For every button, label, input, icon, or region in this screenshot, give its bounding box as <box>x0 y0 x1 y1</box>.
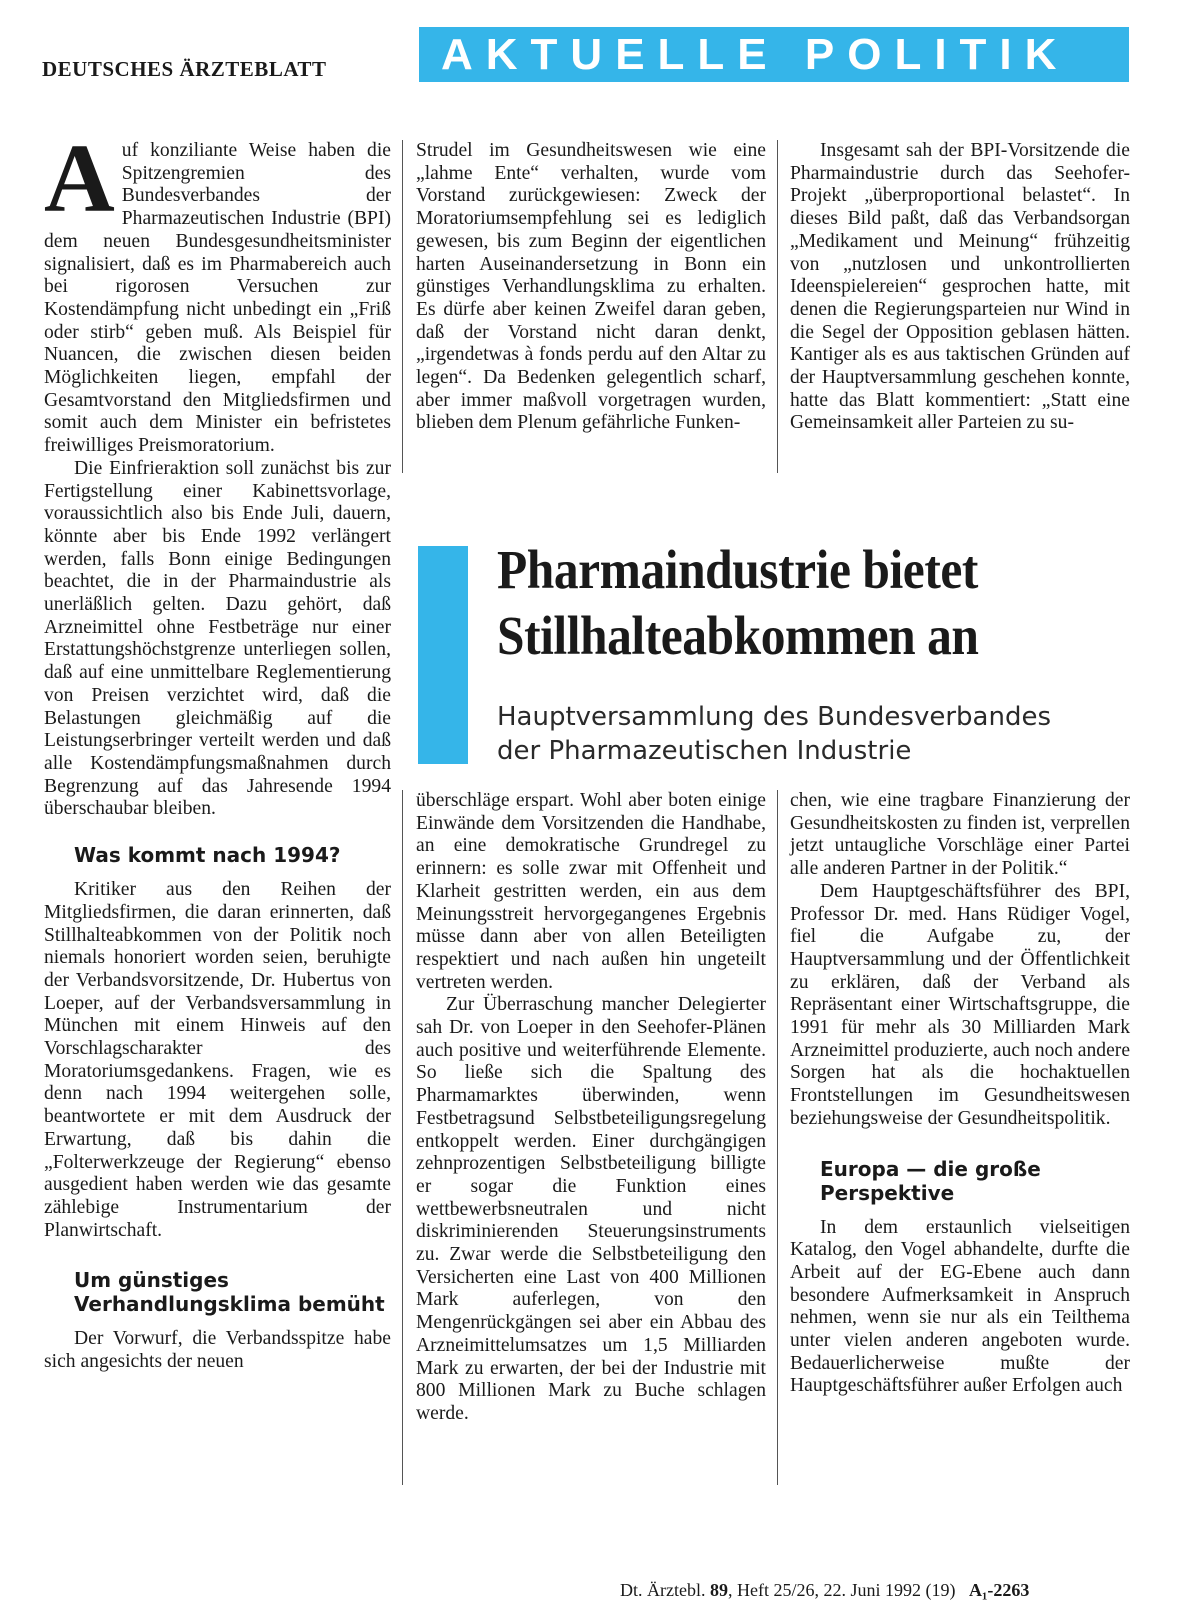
column-rule <box>777 140 778 473</box>
paragraph: überschläge erspart. Wohl aber boten einige Einwände dem Vorsitzenden die Handhabe, an eine demokratische Grundregel zu erinnern: es solle zwar mit Offenheit und Klarheit gestritten werden, ein aus dem Meinungsstreit hervorgegangenes Ergebnis müsse dann aber von allen Beteiligten respektiert und nach außen hin ungeteilt vertreten werden. <box>416 790 766 993</box>
paragraph: Die Einfrieraktion soll zunächst bis zur Fertigstellung einer Kabinettsvorlage, voraussichtlich also bis Ende Juli, dauern, könnte aber bis Ende 1992 verlängert werden, falls Bonn einige Bedingungen beachtet, die in der Pharmaindustrie als unerläßlich gelten. Dazu gehört, daß Arzneimittel ohne Festbeträge nur einer Erstattungshöchstgrenze unterliegen sollen, daß auf eine unmittelbare Reglementierung von Preisen verzichtet wird, daß die Belastungen gleichmäßig auf die Leistungserbringer verteilt werden und daß alle Kostendämpfungsmaßnahmen durch Begrenzung auf das Jahresende 1994 überschaubar bleiben. <box>44 457 391 820</box>
column-3-bottom <box>790 790 1130 1398</box>
footer-volume: 89 <box>709 1580 728 1600</box>
deck-line-1: Hauptversammlung des Bundesverbandes <box>497 702 1051 732</box>
paragraph <box>44 125 391 458</box>
footer-journal: Dt. Ärztebl. <box>620 1580 706 1600</box>
masthead: DEUTSCHES ÄRZTEBLATT <box>42 57 327 81</box>
paragraph: Dem Hauptgeschäftsführer des BPI, Professor Dr. med. Hans Rüdiger Vogel, fiel die Aufgabe zu, der Hauptversammlung und der Öffentlichkeit zu erklären, daß der Verband als Repräsentant einer Wirtschaftsgruppe, die 1991 für mehr als 30 Milliarden Mark Arzneimittel produzierte, auch noch andere Sorgen hat als die hochaktuellen Frontstellungen im Gesundheitswesen beziehungsweise der Gesundheitspolitik. <box>790 880 1131 1129</box>
headline-line-2: Stillhalteabkommen an <box>497 605 979 666</box>
section-banner: AKTUELLE POLITIK <box>419 27 1129 82</box>
paragraph: Strudel im Gesundheitswesen wie eine „lahme Ente“ verhalten, wurde vom Vorstand zurückgewiesen: Zweck der Moratoriumsempfehlung sei es lediglich gewesen, bis zum Beginn der eigentlichen harten Auseinandersetzung in Bonn ein günstiges Verhandlungsklima zu erhalten. Es dürfe aber keinen Zweifel daran geben, daß der Vorstand nicht daran denkt, „irgendetwas à fonds perdu auf den Altar zu legen“. Da Bedenken gelegentlich scharf, aber immer maßvoll vorgetragen wurden, blieben dem Plenum gefährliche Funken- <box>416 140 766 434</box>
page-footer <box>620 1580 1029 1601</box>
footer-issue: , Heft 25/26, 22. Juni 1992 (19) <box>727 1580 956 1600</box>
paragraph: Der Vorwurf, die Verbandsspitze habe sich angesichts der neuen <box>44 1328 391 1373</box>
column-rule <box>402 790 403 1485</box>
paragraph: In dem erstaunlich vielseitigen Katalog, den Vogel abhandelte, durfte die Arbeit auf der EG-Ebene auch dann besondere Aufmerksamkeit in Anspruch nehmen, wenn sie nur als ein Teilthema unter vielen anderen angeboten wurde. Bedauerlicherweise mußte der Hauptgeschäftsführer außer Erfolgen auch <box>790 1216 1130 1397</box>
paragraph: Insgesamt sah der BPI-Vorsitzende die Pharmaindustrie durch das Seehofer-Projekt „überproportional belastet“. In dieses Bild paßt, daß das Verbandsorgan „Medikament und Meinung“ frühzeitig von „nutzlosen und unkontrollierten Ideenspielereien“ gesprochen hatte, mit denen die Regierungsparteien nur Wind in die Segel der Opposition geblasen hätten. Kantiger als es aus taktischen Gründen auf der Hauptversammlung geschehen konnte, hatte das Blatt kommentiert: „Statt eine Gemeinsamkeit aller Parteien zu su- <box>790 140 1130 434</box>
headline-line-1: Pharmaindustrie bietet <box>497 539 978 600</box>
drop-cap: A <box>44 125 115 233</box>
paragraph-text: uf konziliante Weise haben die Spitzengremien des Bundesverbandes der Pharmazeutischen Industrie (BPI) dem neuen Bundesgesundheitsminister signalisiert, daß es im Pharmabereich auch bei rigorosen Versuchen zur Kostendämpfung nicht unbedingt ein „Friß oder stirb“ geben muß. Als Beispiel für Nuancen, die zwischen diesen beiden Möglichkeiten liegen, empfahl der Gesamtvorstand den Mitgliedsfirmen und somit auch dem Minister ein befristetes freiwilliges Preismoratorium. <box>44 140 391 457</box>
column-rule <box>402 140 403 473</box>
headline <box>497 537 1073 669</box>
subhead-was-kommt: Was kommt nach 1994? <box>74 843 341 868</box>
footer-page-number: A₁-2263 <box>968 1580 1030 1600</box>
column-rule <box>777 790 778 1485</box>
paragraph: Zur Überraschung mancher Delegierter sah Dr. von Loeper in den Seehofer-Plänen auch positive und weiterführende Elemente. So ließe sich die Spaltung des Pharmamarktes überwinden, wenn Festbetragsund Selbstbeteiligungsregelung entkoppelt werden. Einer durchgängigen zehnprozentigen Selbstbeteiligung billigte er sogar die Funktion eines wettbewerbsneutralen und nicht diskriminierenden Steuerungsinstruments zu. Zwar werde die Selbstbeteiligung den Versicherten eine Last von 400 Millionen Mark auferlegen, von den Mengenrückgängen sei aber ein Abbau des Arzneimittelumsatzes um 1,5 Milliarden Mark zu erwarten, der bei der Industrie mit 800 Millionen Mark zu Buche schlagen werde. <box>416 994 766 1424</box>
subhead-verhandlungsklima: Um günstiges Verhandlungsklima bemüht <box>74 1268 385 1317</box>
subtitle-deck <box>497 700 1137 768</box>
subhead-europa: Europa — die große Perspektive <box>820 1156 1041 1205</box>
deck-line-2: der Pharmazeutischen Industrie <box>497 736 912 766</box>
paragraph: chen, wie eine tragbare Finanzierung der Gesundheitskosten zu finden ist, verprellen jetzt untaugliche Vorschläge einer Partei alle anderen Partner in der Politik.“ <box>790 790 1130 880</box>
column-2-top <box>416 140 766 435</box>
headline-accent-bar <box>418 546 468 764</box>
column-1 <box>44 125 391 1374</box>
column-2-bottom <box>416 790 766 1426</box>
paragraph: Kritiker aus den Reihen der Mitgliedsfirmen, die daran erinnerten, daß Stillhalteabkommen von der Politik noch niemals honoriert worden seien, beruhigte der Verbandsvorsitzende, Dr. Hubertus von Loeper, auf der Verbandsversammlung in München mit einem Hinweis auf den Vorschlagscharakter des Moratoriumsgedankens. Fragen, wie es denn nach 1994 weitergehen solle, beantwortete er mit dem Ausdruck der Erwartung, daß bis dahin die „Folterwerkzeuge der Regierung“ ebenso ausgedient haben werden wie das gesamte zählebige Instrumentarium der Planwirtschaft. <box>44 879 391 1241</box>
column-3-top <box>790 140 1130 435</box>
